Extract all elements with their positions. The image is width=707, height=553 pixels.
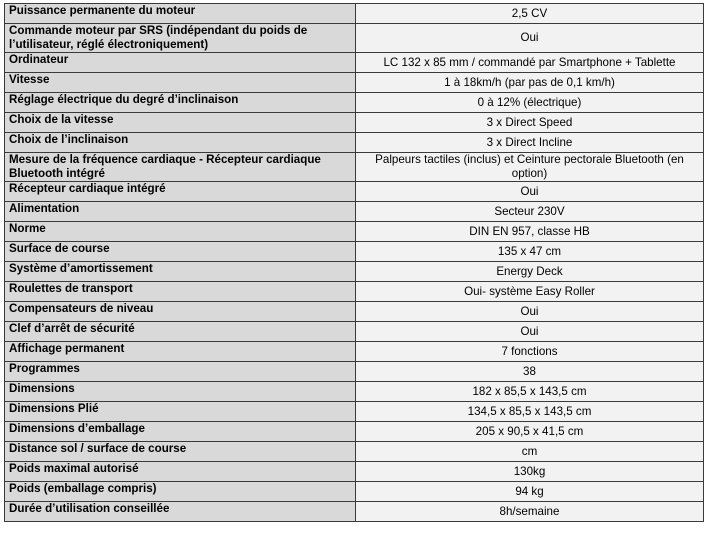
table-row [5, 442, 704, 462]
table-row [5, 153, 704, 182]
table-row [5, 422, 704, 442]
spec-label: Ordinateur [5, 53, 356, 73]
spec-value: 3 x Direct Speed [356, 113, 704, 133]
spec-value: 38 [356, 362, 704, 382]
spec-label: Dimensions [5, 382, 356, 402]
spec-value: DIN EN 957, classe HB [356, 222, 704, 242]
spec-label: Norme [5, 222, 356, 242]
table-row [5, 202, 704, 222]
spec-value: 3 x Direct Incline [356, 133, 704, 153]
spec-label: Compensateurs de niveau [5, 302, 356, 322]
table-row [5, 402, 704, 422]
table-row [5, 182, 704, 202]
table-row [5, 133, 704, 153]
table-row [5, 93, 704, 113]
table-row [5, 282, 704, 302]
spec-label: Système d’amortissement [5, 262, 356, 282]
spec-value: LC 132 x 85 mm / commandé par Smartphone + Tablette [356, 53, 704, 73]
spec-value: Oui [356, 322, 704, 342]
spec-value: Oui [356, 182, 704, 202]
spec-value: Secteur 230V [356, 202, 704, 222]
spec-value: Oui [356, 24, 704, 53]
table-row [5, 262, 704, 282]
spec-value: 182 x 85,5 x 143,5 cm [356, 382, 704, 402]
table-row [5, 502, 704, 522]
spec-value: 2,5 CV [356, 4, 704, 24]
spec-value: Oui [356, 302, 704, 322]
spec-label: Réglage électrique du degré d’inclinaison [5, 93, 356, 113]
spec-label: Mesure de la fréquence cardiaque - Récepteur cardiaque Bluetooth intégré [5, 153, 356, 182]
table-row [5, 73, 704, 93]
spec-label: Roulettes de transport [5, 282, 356, 302]
spec-label: Récepteur cardiaque intégré [5, 182, 356, 202]
spec-value: Oui- système Easy Roller [356, 282, 704, 302]
spec-label: Poids maximal autorisé [5, 462, 356, 482]
spec-value: 205 x 90,5 x 41,5 cm [356, 422, 704, 442]
table-row [5, 322, 704, 342]
table-row [5, 242, 704, 262]
spec-value: Energy Deck [356, 262, 704, 282]
table-row [5, 342, 704, 362]
spec-label: Poids (emballage compris) [5, 482, 356, 502]
table-row [5, 462, 704, 482]
spec-value: 0 à 12% (électrique) [356, 93, 704, 113]
spec-value: 134,5 x 85,5 x 143,5 cm [356, 402, 704, 422]
spec-label: Dimensions d’emballage [5, 422, 356, 442]
spec-value: 8h/semaine [356, 502, 704, 522]
spec-label: Vitesse [5, 73, 356, 93]
spec-label: Puissance permanente du moteur [5, 4, 356, 24]
spec-value: cm [356, 442, 704, 462]
table-row [5, 53, 704, 73]
spec-value: 7 fonctions [356, 342, 704, 362]
spec-value: 135 x 47 cm [356, 242, 704, 262]
spec-value: 130kg [356, 462, 704, 482]
spec-label: Choix de l’inclinaison [5, 133, 356, 153]
spec-value: 1 à 18km/h (par pas de 0,1 km/h) [356, 73, 704, 93]
table-row [5, 113, 704, 133]
table-row [5, 482, 704, 502]
spec-label: Dimensions Plié [5, 402, 356, 422]
spec-label: Alimentation [5, 202, 356, 222]
spec-value: 94 kg [356, 482, 704, 502]
spec-label: Affichage permanent [5, 342, 356, 362]
table-row [5, 24, 704, 53]
table-row [5, 302, 704, 322]
table-row [5, 382, 704, 402]
spec-label: Surface de course [5, 242, 356, 262]
spec-label: Clef d’arrêt de sécurité [5, 322, 356, 342]
specifications-table [4, 3, 704, 522]
spec-label: Choix de la vitesse [5, 113, 356, 133]
table-row [5, 4, 704, 24]
spec-value: Palpeurs tactiles (inclus) et Ceinture pectorale Bluetooth (en option) [356, 153, 704, 182]
spec-label: Commande moteur par SRS (indépendant du poids de l’utilisateur, réglé électroniquement) [5, 24, 356, 53]
table-row [5, 222, 704, 242]
spec-label: Durée d’utilisation conseillée [5, 502, 356, 522]
spec-label: Programmes [5, 362, 356, 382]
table-row [5, 362, 704, 382]
spec-label: Distance sol / surface de course [5, 442, 356, 462]
